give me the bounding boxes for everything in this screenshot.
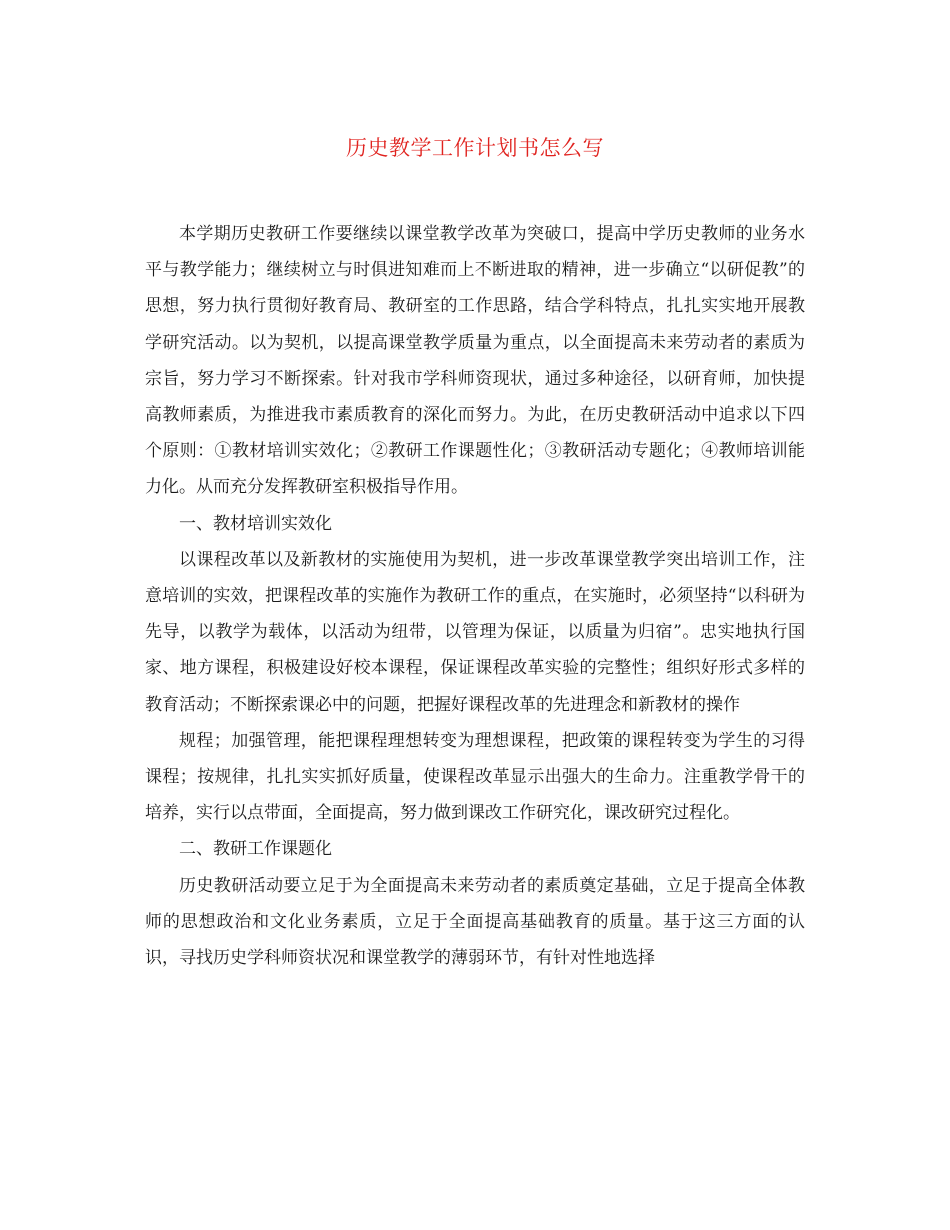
paragraph-section1-a: 以课程改革以及新教材的实施使用为契机，进一步改革课堂教学突出培训工作，注意培训的实效，把课程改革的实施作为教研工作的重点，在实施时，必须坚持“以科研为先导，以教学为载体，以活动为纽带，以管理为保证，以质量为归宿”。忠实地执行国家、地方课程，积极建设好校本课程，保证课程改革实验的完整性；组织好形式多样的教育活动；不断探索课必中的问题，把握好课程改革的先进理念和新教材的操作 [145,549,805,715]
paragraph-section1-b: 规程；加强管理，能把课程理想转变为理想课程，把政策的课程转变为学生的习得课程；按规律，扎扎实实抓好质量，使课程改革显示出强大的生命力。注重教学骨干的培养，实行以点带面，全面提高，努力做到课改工作研究化，课改研究过程化。 [145,730,805,824]
section-heading-2: 二、教研工作课题化 [179,839,332,860]
paragraph-section2: 历史教研活动要立足于为全面提高未来劳动者的素质奠定基础，立足于提高全体教师的思想政治和文化业务素质，立足于全面提高基础教育的质量。基于这三方面的认识，寻找历史学科师资状况和课堂教学的薄弱环节，有针对性地选择 [145,875,805,969]
document-body [145,216,805,976]
section-heading-1: 一、教材培训实效化 [179,513,332,534]
document-title: 历史教学工作计划书怎么写 [346,136,604,160]
paragraph-intro: 本学期历史教研工作要继续以课堂教学改革为突破口，提高中学历史教师的业务水平与教学能力；继续树立与时俱进知难而上不断进取的精神，进一步确立“以研促教”的思想，努力执行贯彻好教育局、教研室的工作思路，结合学科特点，扎扎实实地开展教学研究活动。以为契机，以提高课堂教学质量为重点，以全面提高未来劳动者的素质为宗旨，努力学习不断探索。针对我市学科师资现状，通过多种途径，以研育师，加快提高教师素质，为推进我市素质教育的深化而努力。为此，在历史教研活动中追求以下四个原则：①教材培训实效化；②教研工作课题性化；③教研活动专题化；④教师培训能力化。从而充分发挥教研室积极指导作用。 [145,224,805,498]
